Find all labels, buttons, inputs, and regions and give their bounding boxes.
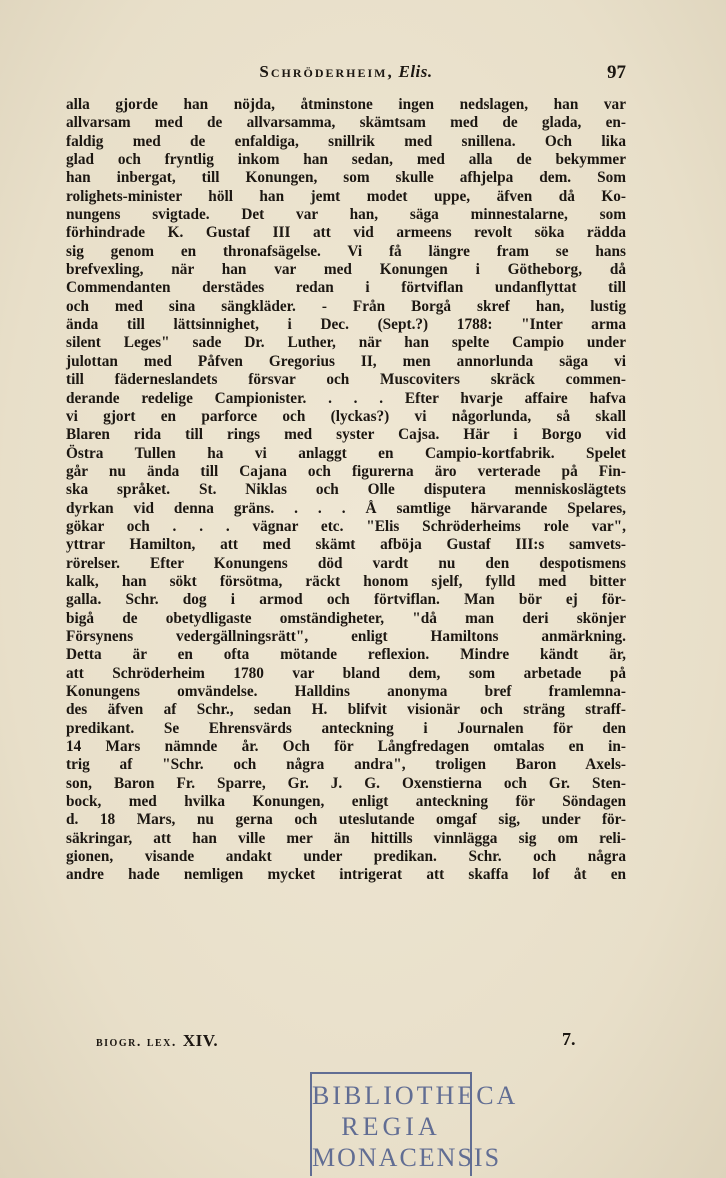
- body-text: [66, 96, 626, 885]
- page-footer: [96, 1029, 596, 1053]
- text-line: predikant. Se Ehrensvärds anteckning i Journalen för den: [66, 719, 626, 737]
- text-line: faldig med de enfaldiga, snillrik med snillena. Och lika: [66, 132, 626, 150]
- text-line: han inbergat, till Konungen, som skulle afhjelpa dem. Som: [66, 169, 626, 187]
- text-line: 14 Mars nämnde år. Och för Långfredagen omtalas en in-: [66, 738, 626, 756]
- text-line: till fäderneslandets försvar och Muscoviters skräck commen-: [66, 371, 626, 389]
- text-line: nungens svigtade. Det var han, säga minnestalarne, som: [66, 206, 626, 224]
- text-line: gionen, visande andakt under predikan. Schr. och några: [66, 848, 626, 866]
- signature-mark: [96, 1031, 218, 1051]
- text-line: Blaren rida till rings med syster Cajsa. Här i Borgo vid: [66, 426, 626, 444]
- running-head-given-name: Elis.: [398, 62, 433, 81]
- text-line: ska språket. St. Niklas och Olle disputera menniskoslägtets: [66, 481, 626, 499]
- text-line: alla gjorde han nöjda, åtminstone ingen nedslagen, han var: [66, 96, 626, 113]
- text-line: bigå de obetydligaste omständigheter, "då man deri skönjer: [66, 609, 626, 627]
- text-line: trig af "Schr. och några andra", troligen Baron Axels-: [66, 756, 626, 774]
- text-line: son, Baron Fr. Sparre, Gr. J. G. Oxenstierna och Gr. Sten-: [66, 774, 626, 792]
- running-head-surname: Schröderheim,: [259, 62, 394, 81]
- text-line: förhindrade K. Gustaf III att vid armeens revolt söka rädda: [66, 224, 626, 242]
- page-number: 97: [607, 62, 626, 83]
- text-line: silent Leges" sade Dr. Luther, när han spelte Campio under: [66, 334, 626, 352]
- text-line: allvarsam med de allvarsamma, skämtsam med de glada, en-: [66, 114, 626, 132]
- volume-number: XIV.: [182, 1031, 219, 1050]
- text-line: Konungens omvändelse. Halldins anonyma bref framlemna-: [66, 683, 626, 700]
- stamp-line-1: BIBLIOTHECA: [312, 1081, 519, 1110]
- sheet-number: 7.: [562, 1029, 576, 1049]
- text-line: att Schröderheim 1780 var bland dem, som arbetade på: [66, 664, 626, 682]
- text-line: ända till lättsinnighet, i Dec. (Sept.?) 1788: "Inter arma: [66, 316, 626, 334]
- text-line: och med sina sängkläder. - Från Borgå skref han, lustig: [66, 297, 626, 315]
- text-line: brefvexling, när han var med Konungen i Götheborg, då: [66, 261, 626, 279]
- text-line: d. 18 Mars, nu gerna och uteslutande omgaf sig, under för-: [66, 811, 626, 829]
- text-line: Commendanten derstädes redan i förtviflan undanflyttat till: [66, 279, 626, 297]
- text-line: bock, med hvilka Konungen, enligt anteckning för Söndagen: [66, 793, 626, 811]
- text-line: sig genom en thronafsägelse. Vi få längre fram se hans: [66, 242, 626, 260]
- text-line: yttrar Hamilton, att med skämt afböja Gustaf III:s samvets-: [66, 536, 626, 554]
- text-line: julottan med Påfven Gregorius II, men annorlunda säga vi: [66, 352, 626, 370]
- text-line: derande redelige Campionister. . . . Efter hvarje affaire hafva: [66, 389, 626, 407]
- signature-text: biogr. lex.: [96, 1035, 177, 1050]
- text-line: gökar och . . . vägnar etc. "Elis Schröderheims role var",: [66, 517, 626, 535]
- text-line: Östra Tullen ha vi anlaggt en Campio-kortfabrik. Spelet: [66, 444, 626, 462]
- text-line: rörelser. Efter Konungens död vardt nu den despotismens: [66, 554, 626, 572]
- page-header: [66, 62, 626, 90]
- text-line: Detta är en ofta mötande reflexion. Mindre kändt är,: [66, 646, 626, 664]
- text-line: dyrkan vid denna gräns. . . . Å samtlige härvarande Spelares,: [66, 499, 626, 517]
- stamp-line-3: MONACENSIS: [312, 1143, 502, 1172]
- text-line: Försynens vedergällningsrätt", enligt Hamiltons anmärkning.: [66, 627, 626, 645]
- text-line: vi gjort en parforce och (lyckas?) vi någorlunda, så skall: [66, 407, 626, 425]
- text-line: säkringar, att han ville mer än hittills vinnlägga sig om reli-: [66, 829, 626, 847]
- text-line: andre hade nemligen mycket intrigerat att skaffa lof åt en: [66, 866, 626, 884]
- text-line: rolighets-minister höll han jemt modet uppe, äfven då Ko-: [66, 187, 626, 205]
- library-stamp: [310, 1072, 519, 1176]
- text-line: kalk, han sökt försötma, räckt honom sjelf, fylld med bitter: [66, 572, 626, 590]
- text-line: galla. Schr. dog i armod och förtviflan. Man bör ej för-: [66, 591, 626, 609]
- text-line: des äfven af Schr., sedan H. blifvit visionär och sträng straff-: [66, 701, 626, 719]
- running-head: [66, 62, 626, 82]
- text-line: glad och fryntlig inkom han sedan, med alla de bekymmer: [66, 151, 626, 169]
- stamp-line-2: REGIA: [341, 1112, 441, 1141]
- text-line: går nu ända till Cajana och figurerna äro verterade på Fin-: [66, 462, 626, 480]
